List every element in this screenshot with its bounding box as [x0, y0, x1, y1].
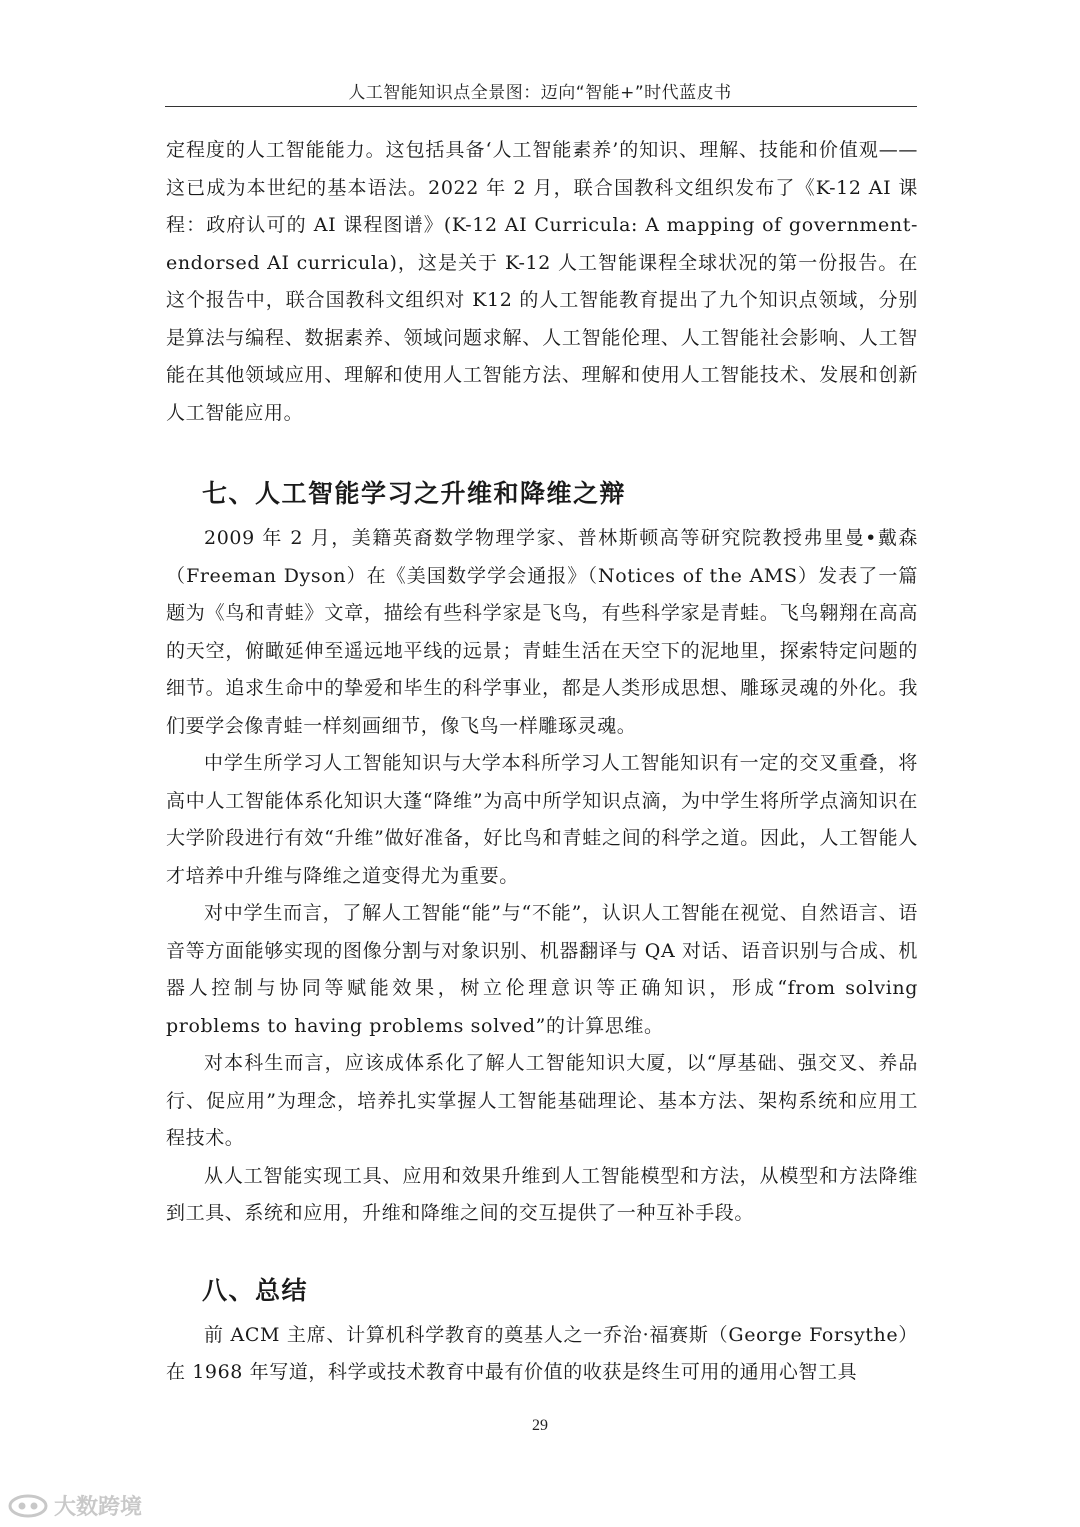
page-content — [166, 132, 918, 1392]
page-number: 29 — [532, 1417, 548, 1434]
watermark-text: 大数跨境 — [54, 1495, 143, 1520]
paragraph-continued: 定程度的人工智能能力。这包括具备‘人工智能素养’的知识、理解、技能和价值观——这已成为本世纪的基本语法。2022 年 2 月，联合国教科文组织发布了《K-12 AI 课程：政府认可的 AI 课程图谱》(K-12 AI Curricula: A mapping of government-endorsed AI curricula)，这是关于 K-12 人工智能课程全球状况的第一份报告。在这个报告中，联合国教科文组织对 K12 的人工智能教育提出了九个知识点领域，分别是算法与编程、数据素养、领域问题求解、人工智能伦理、人工智能社会影响、人工智能在其他领域应用、理解和使用人工智能方法、理解和使用人工智能技术、发展和创新人工智能应用。 — [166, 139, 918, 424]
header-divider — [165, 106, 917, 107]
section-7-paragraph-5: 从人工智能实现工具、应用和效果升维到人工智能模型和方法，从模型和方法降维到工具、系统和应用，升维和降维之间的交互提供了一种互补手段。 — [166, 1164, 918, 1224]
section-7-heading: 七、人工智能学习之升维和降维之辩 — [202, 479, 627, 508]
section-8-paragraph-1: 前 ACM 主席、计算机科学教育的奠基人之一乔治·福赛斯（George Forsythe）在 1968 年写道，科学或技术教育中最有价值的收获是终生可用的通用心智工具 — [166, 1323, 918, 1383]
section-7-paragraph-2: 中学生所学习人工智能知识与大学本科所学习人工智能知识有一定的交叉重叠，将高中人工智能体系化知识大蓬“降维”为高中所学知识点滴，为中学生将所学点滴知识在大学阶段进行有效“升维”做好准备，好比鸟和青蛙之间的科学之道。因此，人工智能人才培养中升维与降维之道变得尤为重要。 — [166, 752, 918, 887]
section-7-paragraph-1: 2009 年 2 月，美籍英裔数学物理学家、普林斯顿高等研究院教授弗里曼•戴森（Freeman Dyson）在《美国数学学会通报》（Notices of the AMS）发表了一篇题为《鸟和青蛙》文章，描绘有些科学家是飞鸟，有些科学家是青蛙。飞鸟翱翔在高高的天空，俯瞰延伸至遥远地平线的远景；青蛙生活在天空下的泥地里，探索特定问题的细节。追求生命中的挚爱和毕生的科学事业，都是人类形成思想、雕琢灵魂的外化。我们要学会像青蛙一样刻画细节，像飞鸟一样雕琢灵魂。 — [166, 527, 918, 737]
section-7-paragraph-3: 对中学生而言，了解人工智能“能”与“不能”，认识人工智能在视觉、自然语言、语音等方面能够实现的图像分割与对象识别、机器翻译与 QA 对话、语音识别与合成、机器人控制与协同等赋能效果，树立伦理意识等正确知识，形成“from solving problems to having problems solved”的计算思维。 — [166, 902, 918, 1037]
watermark-logo-icon — [8, 1493, 48, 1519]
watermark — [8, 1490, 142, 1521]
section-8-heading: 八、总结 — [202, 1275, 309, 1305]
section-7-paragraph-4: 对本科生而言，应该成体系化了解人工智能知识大厦，以“厚基础、强交叉、养品行、促应用”为理念，培养扎实掌握人工智能基础理论、基本方法、架构系统和应用工程技术。 — [166, 1052, 918, 1149]
running-header: 人工智能知识点全景图：迈向“智能+”时代蓝皮书 — [348, 83, 732, 103]
